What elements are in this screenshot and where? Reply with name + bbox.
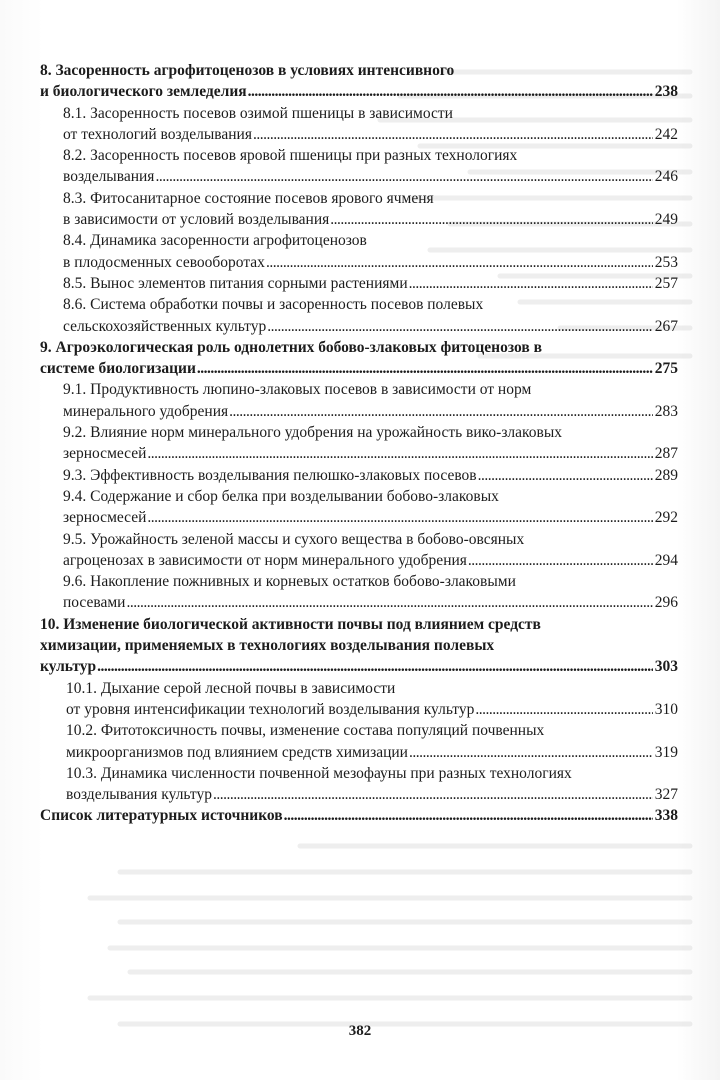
toc-entry-leader-row (40, 805, 678, 826)
toc-entry-leader-row (40, 358, 678, 379)
toc-entry-leader-row (63, 401, 678, 422)
dot-leader (253, 124, 653, 145)
dot-leader (248, 81, 653, 102)
toc-entry-title-line: культур (40, 658, 97, 676)
dot-leader (197, 358, 653, 379)
toc-entry-leader-row (63, 316, 678, 337)
toc-entry-title-line: 9.6. Накопление пожнивных и корневых остатков бобово-злаковыми (63, 573, 516, 591)
toc-entry-leader-row (63, 507, 678, 528)
toc-section-entry (40, 188, 678, 231)
dot-leader (267, 316, 653, 337)
toc-page-number: 283 (654, 402, 678, 420)
toc-entry-title-line: возделывания культур (66, 786, 212, 804)
dot-leader (409, 742, 653, 763)
toc-section-entry (40, 422, 678, 465)
toc-entry-title-line: 8.1. Засоренность посевов озимой пшеницы в зависимости (63, 104, 453, 122)
toc-section-entry (40, 465, 678, 486)
toc-chapter-entry (40, 614, 678, 678)
dot-leader (409, 273, 653, 294)
toc-entry-title-line: 9.3. Эффективность возделывания пелюшко-злаковых посевов (63, 466, 477, 484)
toc-entry-title-line: агроценозах в зависимости от норм минерального удобрения (63, 551, 467, 569)
page-number: 382 (348, 1023, 372, 1039)
toc-page-number: 296 (654, 594, 678, 612)
toc-entry-title-line: 8.6. Система обработки почвы и засоренность посевов полевых (63, 296, 484, 314)
toc-entry-title-line: 10.3. Динамика численности почвенной мезофауны при разных технологиях (66, 764, 572, 782)
toc-page-number: 238 (654, 83, 678, 101)
toc-entry-leader-row (63, 273, 678, 294)
toc-page-number: 267 (654, 317, 678, 335)
toc-section-entry (40, 529, 678, 572)
toc-section-entry (40, 379, 678, 422)
toc-page-number: 287 (654, 445, 678, 463)
toc-page-number: 327 (654, 786, 678, 804)
toc-chapter-entry (40, 805, 678, 826)
toc-entry-title-line: в плодосменных севооборотах (63, 253, 265, 271)
toc-entry-title-line: 10.2. Фитотоксичность почвы, изменение состава популяций почвенных (66, 722, 545, 740)
toc-entry-title-line: минерального удобрения (63, 402, 229, 420)
toc-entry-title-line: 9.1. Продуктивность люпино-злаковых посевов в зависимости от норм (63, 381, 532, 399)
toc-section-entry (40, 571, 678, 614)
dot-leader (229, 401, 653, 422)
toc-section-entry (40, 720, 678, 763)
toc-entry-title-line: системе биологизации (40, 360, 196, 378)
toc-entry-title-line: зерносмесей (63, 445, 147, 463)
toc-entry-title-line: в зависимости от условий возделывания (63, 211, 330, 229)
toc-entry-leader-row (63, 443, 678, 464)
toc-section-entry (40, 145, 678, 188)
toc-entry-title-line: 9. Агроэкологическая роль однолетних бобово-злаковых фитоценозов в (40, 338, 542, 356)
toc-entry-title-line: химизации, применяемых в технологиях возделывания полевых (40, 637, 495, 655)
toc-entry-title-line: от уровня интенсификации технологий возделывания культур (66, 700, 475, 718)
toc-entry-title-line: 8.4. Динамика засоренности агрофитоценозов (63, 232, 367, 250)
toc-section-entry (40, 763, 678, 806)
toc-entry-title-line: 9.2. Влияние норм минерального удобрения на урожайность вико-злаковых (63, 424, 563, 442)
toc-entry-title-line: 10.1. Дыхание серой лесной почвы в зависимости (66, 679, 396, 697)
dot-leader (330, 209, 653, 230)
toc-section-entry (40, 230, 678, 273)
toc-entry-title-line: зерносмесей (63, 509, 147, 527)
toc-entry-title-line: и биологического земледелия (40, 83, 247, 101)
toc-page-number: 246 (654, 168, 678, 186)
toc-section-entry (40, 486, 678, 529)
toc-entry-leader-row (63, 252, 678, 273)
dot-leader (478, 465, 653, 486)
toc-entry-leader-row (66, 699, 678, 720)
toc-section-entry (40, 273, 678, 294)
toc-entry-leader-row (63, 209, 678, 230)
dot-leader (475, 699, 653, 720)
toc-entry-title-line: 8. Засоренность агрофитоценозов в условиях интенсивного (40, 62, 455, 79)
toc-entry-title-line: посевами (63, 594, 126, 612)
toc-entry-leader-row (63, 124, 678, 145)
toc-entry-title-line: возделывания (63, 168, 155, 186)
toc-section-entry (40, 294, 678, 337)
toc-entry-title-line: 9.5. Урожайность зеленой массы и сухого вещества в бобово-овсяных (63, 530, 525, 548)
dot-leader (468, 550, 653, 571)
toc-page-number: 292 (654, 509, 678, 527)
toc-entry-leader-row (66, 784, 678, 805)
dot-leader (213, 784, 653, 805)
toc-entry-title-line: микроорганизмов под влиянием средств химизации (66, 743, 408, 761)
toc-entry-leader-row (40, 81, 678, 102)
toc-page-number: 275 (654, 360, 678, 378)
toc-entry-title-line: Список литературных источников (40, 807, 283, 825)
dot-leader (126, 592, 653, 613)
toc-entry-leader-row (63, 592, 678, 613)
toc-page-number: 303 (654, 658, 678, 676)
toc-page-number: 253 (654, 253, 678, 271)
toc-page-number: 242 (654, 125, 678, 143)
toc-page-number: 338 (654, 807, 678, 825)
toc-page-number: 289 (654, 466, 678, 484)
toc-entry-title-line: 8.3. Фитосанитарное состояние посевов ярового ячменя (63, 189, 434, 207)
dot-leader (266, 252, 653, 273)
toc-entry-title-line: сельскохозяйственных культур (63, 317, 267, 335)
toc-section-entry (40, 678, 678, 721)
dot-leader (155, 166, 653, 187)
toc-entry-leader-row (63, 166, 678, 187)
toc-chapter-entry (40, 60, 678, 103)
toc-entry-title-line: от технологий возделывания (63, 125, 252, 143)
toc-page-number: 319 (654, 743, 678, 761)
table-of-contents (40, 60, 678, 827)
toc-page-number: 249 (654, 211, 678, 229)
toc-page-number: 310 (654, 700, 678, 718)
toc-entry-title-line: 8.5. Вынос элементов питания сорными растениями (63, 274, 408, 292)
toc-entry-leader-row (63, 465, 678, 486)
dot-leader (147, 443, 653, 464)
toc-page-number: 294 (654, 551, 678, 569)
toc-section-entry (40, 103, 678, 146)
dot-leader (147, 507, 653, 528)
dot-leader (284, 805, 653, 826)
toc-entry-title-line: 8.2. Засоренность посевов яровой пшеницы при разных технологиях (63, 147, 518, 165)
dot-leader (97, 656, 653, 677)
toc-page-number: 257 (654, 274, 678, 292)
toc-entry-leader-row (63, 550, 678, 571)
toc-entry-leader-row (40, 656, 678, 677)
toc-entry-title-line: 10. Изменение биологической активности почвы под влиянием средств (40, 615, 541, 633)
toc-entry-leader-row (66, 742, 678, 763)
toc-chapter-entry (40, 337, 678, 380)
toc-entry-title-line: 9.4. Содержание и сбор белка при возделывании бобово-злаковых (63, 487, 499, 505)
